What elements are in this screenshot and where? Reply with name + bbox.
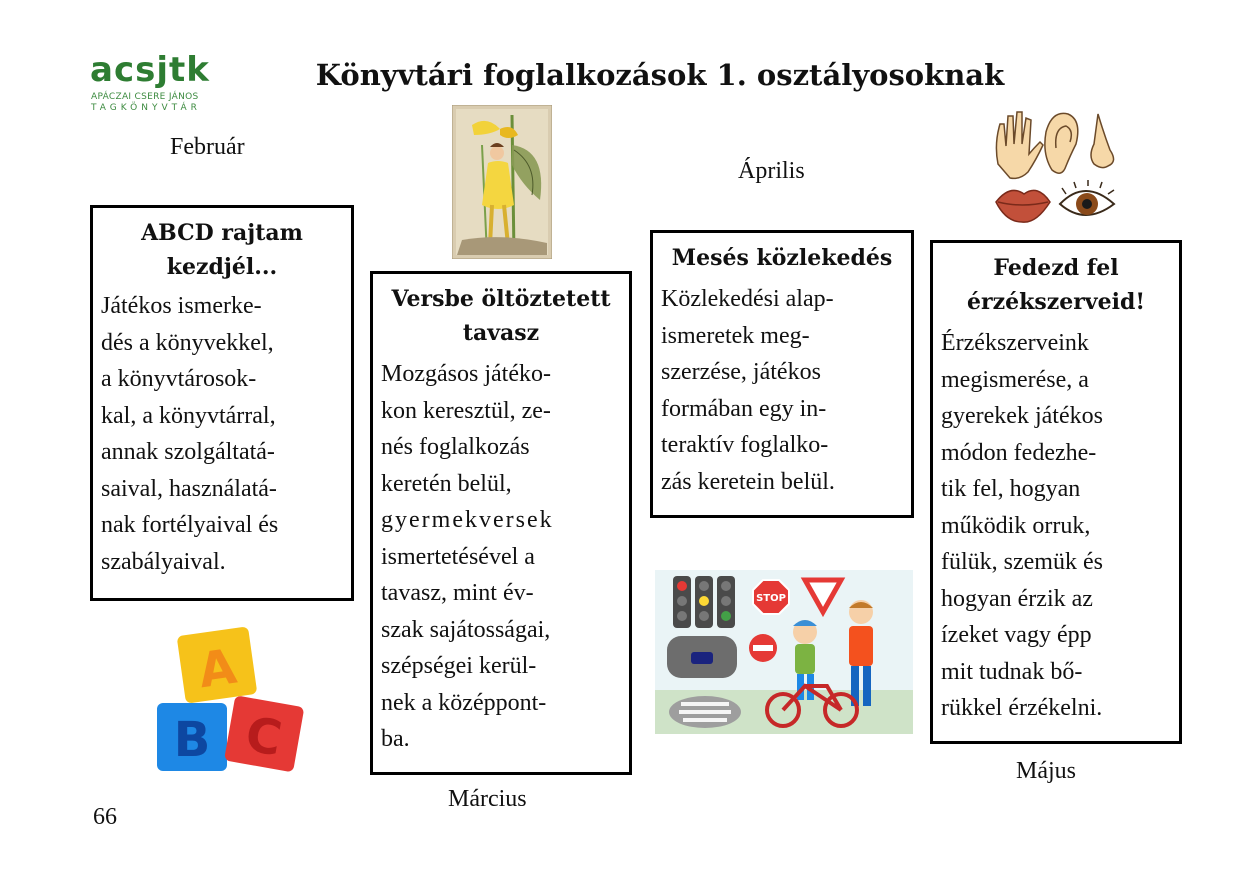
crosswalk-icon (669, 696, 741, 728)
month-label-may: Május (1016, 758, 1076, 784)
card-may-text: Érzékszerveink megismerése, a gyerekek játékos módon fedezhe- tik fel, hogyan működik orruk, fülük, szemük és hogyan érzik az ízeket vagy épp mit tudnak bő- rükkel érzékelni. (941, 330, 1103, 721)
senses-illustration (990, 104, 1120, 228)
card-april (650, 230, 914, 518)
nose-icon (1091, 114, 1114, 168)
month-label-march: Március (448, 786, 527, 812)
month-label-april: Április (738, 158, 805, 184)
stop-sign-icon (753, 580, 789, 614)
card-may (930, 240, 1182, 744)
card-february-text: Játékos ismerke- dés a könyvekkel, a könyvtárosok- kal, a könyvtárral, annak szolgáltatá- saival, használatá- nak fortélyaival és szabályaival. (101, 293, 279, 575)
card-february-title: ABCD rajtam kezdjél... (141, 220, 303, 280)
stop-sign-text: STOP (756, 593, 786, 604)
library-logo-wordmark: acsjtk (90, 50, 210, 90)
road-photo-icon (667, 636, 737, 678)
traffic-light-icon (673, 576, 735, 628)
library-logo-subtitle-2: TAGKÖNYVTÁR (91, 103, 201, 113)
traffic-illustration (655, 570, 913, 734)
page-number: 66 (93, 804, 117, 830)
abc-blocks-illustration (155, 625, 305, 775)
card-march-text: Mozgásos játéko- kon keresztül, ze- nés foglalkozás keretén belül, gyermekversek ismertetésével a tavasz, mint év- szak sajátosságai, szépségei kerül- nek a középpont- ba. (381, 361, 554, 752)
library-logo-subtitle: APÁCZAI CSERE JÁNOS (91, 92, 199, 102)
card-may-title: Fedezd fel érzékszerveid! (967, 255, 1145, 315)
card-april-text: Közlekedési alap- ismeretek meg- szerzése, játékos formában egy in- teraktív foglalko- zás keretein belül. (661, 286, 835, 495)
hand-icon (996, 112, 1043, 178)
mouth-icon (996, 190, 1050, 222)
card-april-title: Mesés közlekedés (671, 245, 893, 271)
flower-fairy-illustration (452, 105, 552, 259)
no-entry-sign-icon (749, 634, 777, 662)
card-march-title: Versbe öltöztetett tavasz (391, 286, 611, 346)
card-february (90, 205, 354, 601)
block-b-letter: B (173, 712, 211, 768)
page-title: Könyvtári foglalkozások 1. osztályosoknak (315, 58, 1005, 92)
ear-icon (1045, 113, 1078, 173)
card-march (370, 271, 632, 775)
eye-icon (1060, 180, 1114, 215)
block-c-letter: C (241, 706, 286, 768)
month-label-february: Február (170, 134, 245, 160)
block-a-letter: A (195, 638, 240, 700)
